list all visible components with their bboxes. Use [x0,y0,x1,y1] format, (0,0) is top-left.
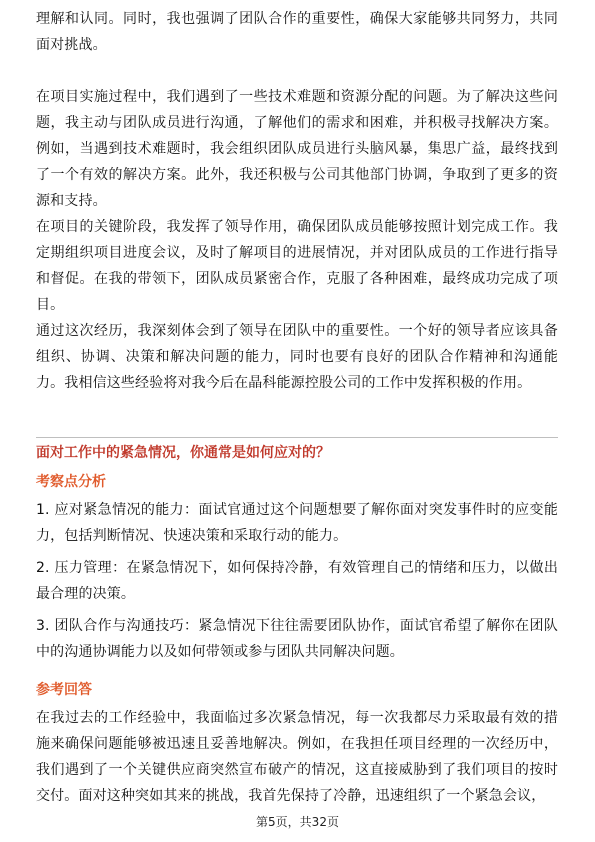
analysis-item: 1. 应对紧急情况的能力：面试官通过这个问题想要了解你面对突发事件时的应变能力，包括判断情况、快速决策和采取行动的能力。 [36,502,558,544]
question-heading: 面对工作中的紧急情况，你通常是如何应对的？ [36,445,330,461]
answer-paragraph: 在我过去的工作经验中，我面临过多次紧急情况，每一次我都尽力采取最有效的措施来确保问题能够被迅速且妥善地解决。例如，在我担任项目经理的一次经历中，我们遇到了一个关键供应商突然宣布破产的情况，这直接威胁到了我们项目的按时交付。面对这种突如其来的挑战，我首先保持了冷静，迅速组织了一个紧急会议， [36,710,558,804]
body-paragraph: 理解和认同。同时，我也强调了团队合作的重要性，确保大家能够共同努力，共同面对挑战。 [36,11,558,53]
body-paragraph: 在项目的关键阶段，我发挥了领导作用，确保团队成员能够按照计划完成工作。我定期组织项目进度会议，及时了解项目的进展情况，并对团队成员的工作进行指导和督促。在我的带领下，团队成员紧密合作，克服了各种困难，最终成功完成了项目。 [36,219,558,313]
page-footer: 第5页，共32页 [256,815,339,829]
analysis-item: 2. 压力管理：在紧急情况下，如何保持冷静，有效管理自己的情绪和压力，以做出最合理的决策。 [36,560,558,602]
answer-heading: 参考回答 [36,682,92,698]
body-paragraph: 通过这次经历，我深刻体会到了领导在团队中的重要性。一个好的领导者应该具备组织、协调、决策和解决问题的能力，同时也要有良好的团队合作精神和沟通能力。我相信这些经验将对我今后在晶科能源控股公司的工作中发挥积极的作用。 [36,323,558,391]
analysis-item: 3. 团队合作与沟通技巧：紧急情况下往往需要团队协作，面试官希望了解你在团队中的沟通协调能力以及如何带领或参与团队共同解决问题。 [36,618,558,660]
section-divider [36,437,558,438]
body-paragraph: 在项目实施过程中，我们遇到了一些技术难题和资源分配的问题。为了解决这些问题，我主动与团队成员进行沟通，了解他们的需求和困难，并积极寻找解决方案。例如，当遇到技术难题时，我会组织团队成员进行头脑风暴，集思广益，最终找到了一个有效的解决方案。此外，我还积极与公司其他部门协调，争取到了更多的资源和支持。 [36,89,558,209]
analysis-heading: 考察点分析 [36,474,106,490]
